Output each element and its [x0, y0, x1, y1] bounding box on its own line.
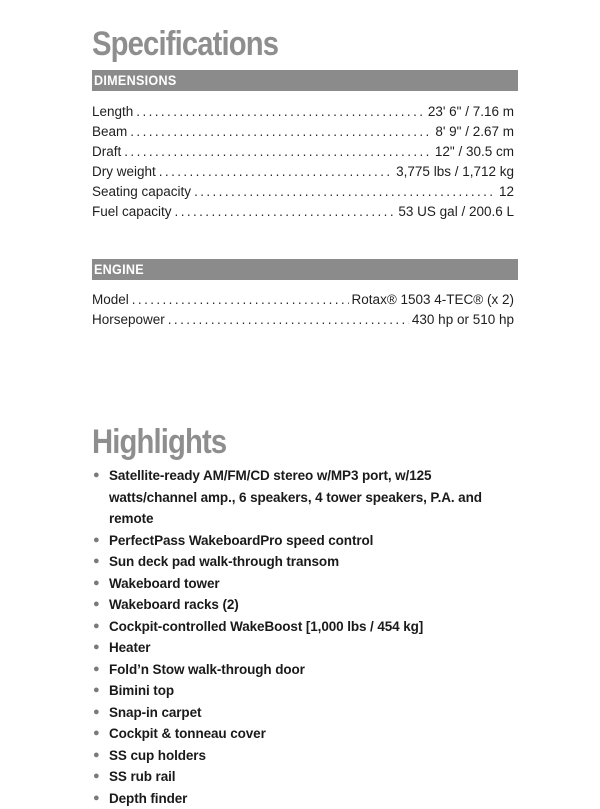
spec-label: Length	[92, 102, 133, 122]
list-item: ● Bimini top	[92, 680, 518, 702]
spec-row-fuel-capacity	[92, 202, 514, 222]
list-item: ● Wakeboard tower	[92, 573, 518, 595]
highlights-list	[92, 465, 518, 809]
bullet-icon: ●	[93, 530, 100, 552]
dot-leader	[194, 182, 496, 202]
spec-label: Model	[92, 290, 129, 310]
bullet-icon: ●	[93, 680, 100, 702]
spec-row-horsepower	[92, 310, 514, 330]
spec-value: 8' 9" / 2.67 m	[435, 122, 514, 142]
list-item: ● PerfectPass WakeboardPro speed control	[92, 530, 518, 552]
dot-leader	[159, 162, 393, 182]
list-item: ● Sun deck pad walk-through transom	[92, 551, 518, 573]
list-item: ● Cockpit-controlled WakeBoost [1,000 lbs / 454 kg]	[92, 616, 518, 638]
spec-row-model	[92, 290, 514, 310]
list-item: ● Snap-in carpet	[92, 702, 518, 724]
bullet-icon: ●	[93, 573, 100, 595]
spec-value: 12	[499, 182, 514, 202]
spec-label: Seating capacity	[92, 182, 191, 202]
bullet-icon: ●	[93, 745, 100, 767]
bullet-icon: ●	[93, 616, 100, 638]
spec-row-dry-weight	[92, 162, 514, 182]
dot-leader	[130, 122, 432, 142]
dot-leader	[132, 290, 349, 310]
dot-leader	[175, 202, 396, 222]
specifications-title: Specifications	[92, 24, 278, 64]
bullet-icon: ●	[93, 637, 100, 659]
spec-row-seating-capacity	[92, 182, 514, 202]
bullet-icon: ●	[93, 659, 100, 681]
spec-value: 53 US gal / 200.6 L	[398, 202, 514, 222]
spec-row-beam	[92, 122, 514, 142]
spec-value: 430 hp or 510 hp	[412, 310, 514, 330]
list-item: ● Heater	[92, 637, 518, 659]
dimensions-header	[92, 70, 518, 91]
list-item: ● Fold’n Stow walk-through door	[92, 659, 518, 681]
bullet-icon: ●	[93, 551, 100, 573]
dimensions-list	[92, 102, 514, 222]
dot-leader	[124, 142, 432, 162]
bullet-icon: ●	[93, 766, 100, 788]
bullet-icon: ●	[93, 788, 100, 809]
dot-leader	[168, 310, 409, 330]
spec-label: Horsepower	[92, 310, 165, 330]
bullet-icon: ●	[93, 723, 100, 745]
dimensions-heading: DIMENSIONS	[94, 70, 177, 91]
spec-value: 3,775 lbs / 1,712 kg	[396, 162, 514, 182]
list-item: ● SS rub rail	[92, 766, 518, 788]
engine-header	[92, 259, 518, 280]
spec-label: Beam	[92, 122, 127, 142]
bullet-icon: ●	[93, 702, 100, 724]
spec-value: 23' 6" / 7.16 m	[428, 102, 514, 122]
spec-row-draft	[92, 142, 514, 162]
highlights-title: Highlights	[92, 422, 226, 462]
spec-label: Draft	[92, 142, 121, 162]
list-item: ● SS cup holders	[92, 745, 518, 767]
spec-value: Rotax® 1503 4-TEC® (x 2)	[352, 290, 514, 310]
spec-label: Dry weight	[92, 162, 156, 182]
dot-leader	[136, 102, 425, 122]
spec-label: Fuel capacity	[92, 202, 172, 222]
bullet-icon: ●	[93, 594, 100, 616]
engine-list	[92, 290, 514, 330]
list-item: ● Wakeboard racks (2)	[92, 594, 518, 616]
bullet-icon: ●	[93, 465, 100, 487]
list-item: ● Satellite-ready AM/FM/CD stereo w/MP3 port, w/125 watts/channel amp., 6 speakers, 4 tower speakers, P.A. and remote	[92, 465, 518, 530]
list-item: ● Cockpit & tonneau cover	[92, 723, 518, 745]
spec-value: 12" / 30.5 cm	[435, 142, 514, 162]
engine-heading: ENGINE	[94, 259, 144, 280]
list-item: ● Depth finder	[92, 788, 518, 809]
spec-row-length	[92, 102, 514, 122]
